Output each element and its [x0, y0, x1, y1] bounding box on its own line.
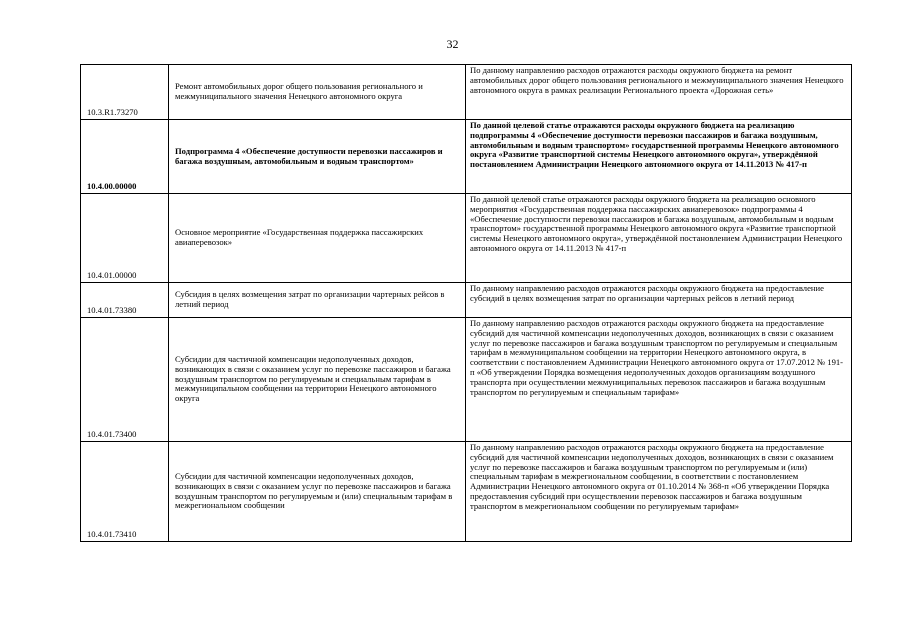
target-code: 10.4.01.73400: [81, 318, 169, 442]
target-code: 10.4.01.00000: [81, 194, 169, 283]
target-name: Основное мероприятие «Государственная поддержка пассажирских авиаперевозок»: [169, 194, 466, 283]
table-row: [81, 120, 852, 194]
target-description: По данной целевой статье отражаются расходы окружного бюджета на реализацию подпрограммы 4 «Обеспечение доступности перевозки пассажиров и багажа воздушным, автомобильным и водным транспортом» государственной программы Ненецкого автономного округа «Развитие транспортной системы Ненецкого автономного округа», утверждённой постановлением Администрации Ненецкого автономного округа от 14.11.2013 № 417-п: [466, 120, 852, 194]
target-name: Субсидии для частичной компенсации недополученных доходов, возникающих в связи с оказанием услуг по перевозке пассажиров и багажа воздушным транспортом по регулируемым и специальным тарифам в межмуниципальном сообщении на территории Ненецкого автономного округа: [169, 318, 466, 442]
table-row: [81, 65, 852, 120]
target-name: Субсидии для частичной компенсации недополученных доходов, возникающих в связи с оказанием услуг по перевозке пассажиров и багажа воздушным транспортом по регулируемым и (или) специальным тарифам в межрегиональном сообщении: [169, 442, 466, 542]
target-description: По данной целевой статье отражаются расходы окружного бюджета на реализацию основного мероприятия «Государственная поддержка пассажирских авиаперевозок» подпрограммы 4 «Обеспечение доступности перевозки пассажиров и багажа воздушным, автомобильным и водным транспортом» государственной программы Ненецкого автономного округа «Развитие транспортной системы Ненецкого автономного округа», утверждённой постановлением Администрации Ненецкого автономного округа от 14.11.2013 № 417-п: [466, 194, 852, 283]
table-row: [81, 318, 852, 442]
page-number: 32: [446, 37, 459, 51]
target-description: По данному направлению расходов отражаются расходы окружного бюджета на предоставление субсидий для частичной компенсации недополученных доходов, возникающих в связи с оказанием услуг по перевозке пассажиров и багажа воздушным транспортом по регулируемым и (или) специальным тарифам в межрегиональном сообщении, в соответствии с постановлением Администрации Ненецкого автономного округа от 01.10.2014 № 368-п «Об утверждении Порядка предоставления субсидий при осуществлении перевозок пассажиров и багажа воздушным транспортом в межрегиональном сообщении по регулируемым тарифам»: [466, 442, 852, 542]
target-description: По данному направлению расходов отражаются расходы окружного бюджета на предоставление субсидий в целях возмещения затрат по организации чартерных рейсов в летний период: [466, 283, 852, 318]
target-code: 10.4.01.73380: [81, 283, 169, 318]
table-row: [81, 194, 852, 283]
target-name: Подпрограмма 4 «Обеспечение доступности перевозки пассажиров и багажа воздушным, автомобильным и водным транспортом»: [169, 120, 466, 194]
target-code: 10.4.01.73410: [81, 442, 169, 542]
table-row: [81, 283, 852, 318]
target-description: По данному направлению расходов отражаются расходы окружного бюджета на ремонт автомобильных дорог общего пользования регионального и межмуниципального значения Ненецкого автономного округа в рамках реализации Регионального проекта «Дорожная сеть»: [466, 65, 852, 120]
target-code: 10.3.R1.73270: [81, 65, 169, 120]
table-row: [81, 442, 852, 542]
budget-classification-table: [80, 64, 852, 542]
target-name: Субсидия в целях возмещения затрат по организации чартерных рейсов в летний период: [169, 283, 466, 318]
target-description: По данному направлению расходов отражаются расходы окружного бюджета на предоставление субсидий для частичной компенсации недополученных доходов, возникающих в связи с оказанием услуг по перевозке пассажиров и багажа воздушным транспортом по регулируемым и специальным тарифам в межмуниципальном сообщении на территории Ненецкого автономного округа, в соответствии с постановлением Администрации Ненецкого автономного округа от 17.07.2012 № 191-п «Об утверждении Порядка возмещения недополученных доходов организациям воздушного транспорта при осуществлении межмуниципальных перевозок пассажиров и багажа воздушным транспортом по регулируемым и специальным тарифам»: [466, 318, 852, 442]
target-code: 10.4.00.00000: [81, 120, 169, 194]
target-name: Ремонт автомобильных дорог общего пользования регионального и межмуниципального значения Ненецкого автономного округа: [169, 65, 466, 120]
